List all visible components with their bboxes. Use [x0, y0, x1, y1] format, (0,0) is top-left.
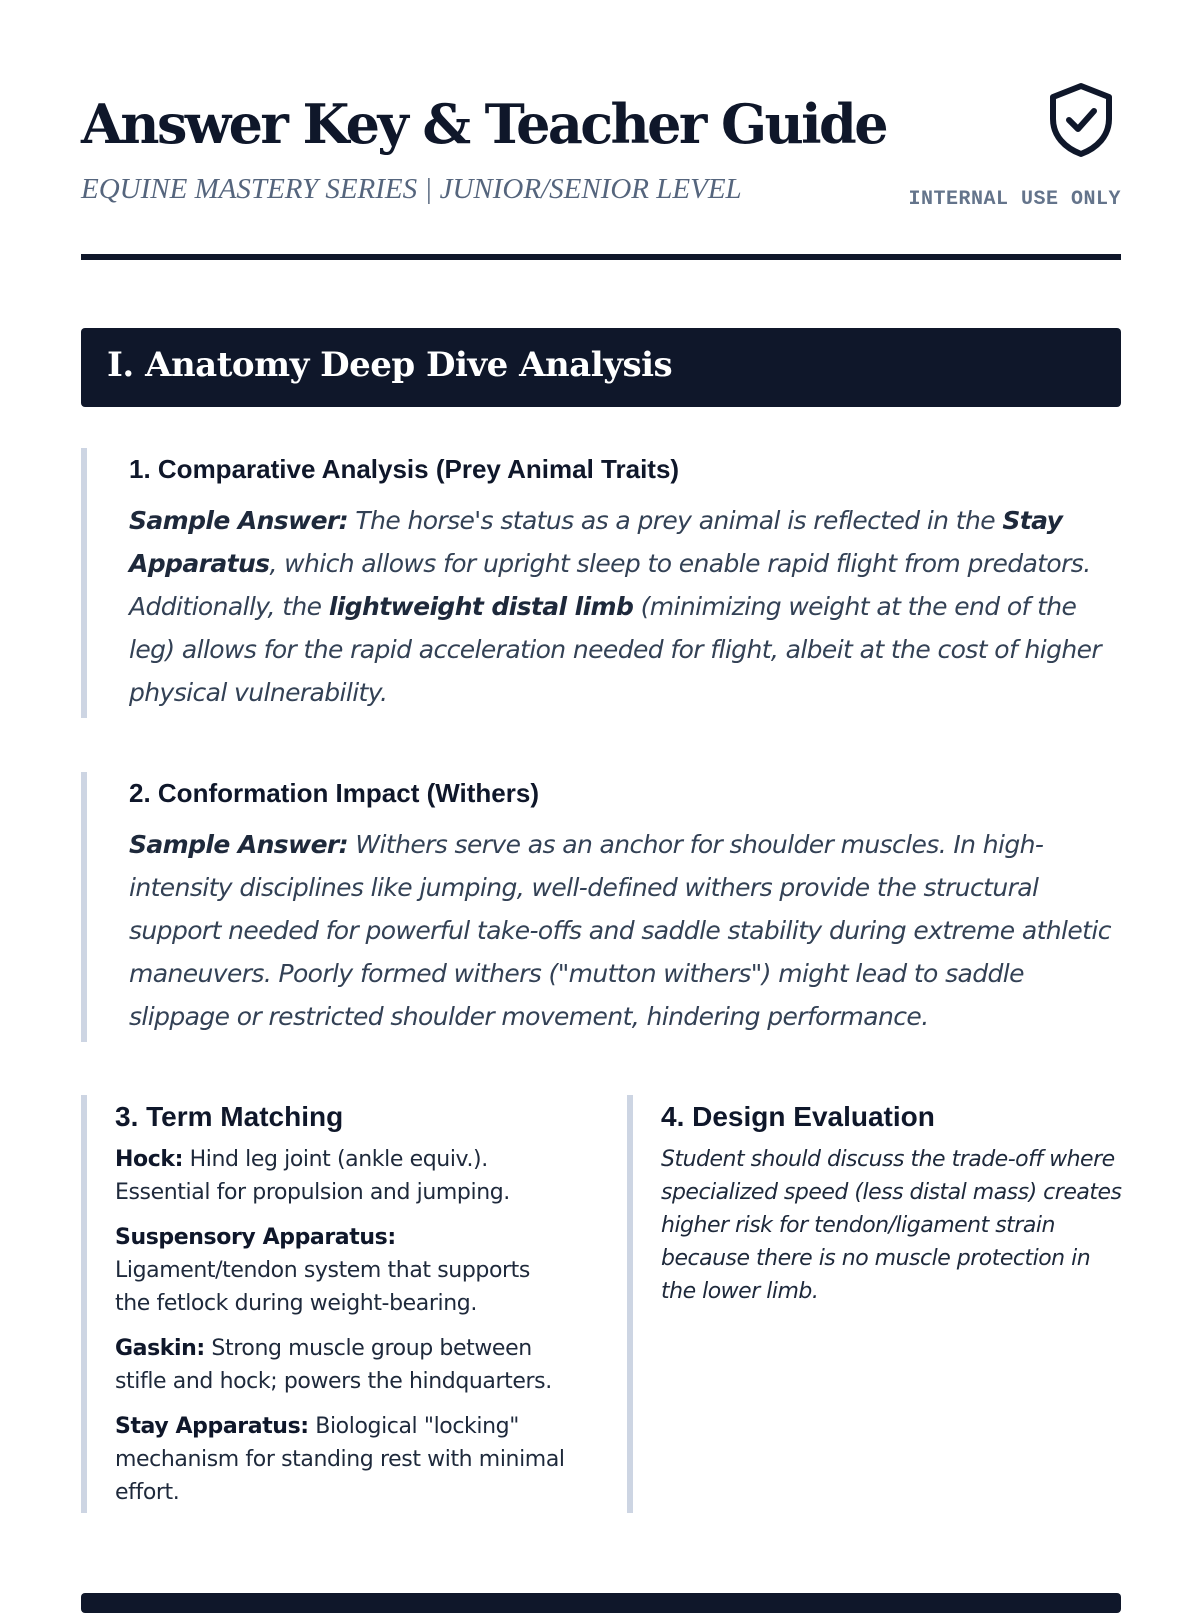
term-item — [115, 1143, 567, 1209]
question-1 — [81, 448, 1127, 718]
term-definition: Biological "locking" mechanism for standing rest with minimal effort. — [115, 1414, 565, 1505]
question-4 — [627, 1095, 1127, 1513]
question-3 — [81, 1095, 567, 1513]
question-1-answer — [129, 499, 1127, 714]
question-4-answer: Student should discuss the trade-off where specialized speed (less distal mass) creates higher risk for tendon/ligament strain because there is no muscle protection in the lower limb. — [661, 1147, 1122, 1304]
shield-check-icon — [1047, 82, 1115, 158]
term-definition: Strong muscle group between stifle and hock; powers the hindquarters. — [115, 1336, 552, 1394]
internal-use-label: INTERNAL USE ONLY — [908, 188, 1121, 211]
question-1-title: 1. Comparative Analysis (Prey Animal Traits) — [129, 454, 680, 484]
term-item — [115, 1410, 567, 1509]
question-2-answer — [129, 823, 1127, 1038]
term-name: Stay Apparatus: — [115, 1414, 309, 1439]
page-subtitle: EQUINE MASTERY SERIES | JUNIOR/SENIOR LEVEL — [81, 173, 742, 205]
answer-keyword: Stay Apparatus — [129, 506, 1063, 578]
answer-text: , which allows for upright sleep to enable rapid flight from predators. Additionally, the — [129, 549, 1091, 621]
answer-label: Sample Answer: — [129, 506, 349, 535]
question-2 — [81, 772, 1127, 1042]
header-divider — [81, 254, 1121, 260]
answer-label: Sample Answer: — [129, 830, 349, 859]
term-definition: Hind leg joint (ankle equiv.). Essential for propulsion and jumping. — [115, 1147, 510, 1205]
section-banner — [81, 328, 1121, 407]
term-definition: Ligament/tendon system that supports the fetlock during weight-bearing. — [115, 1258, 530, 1316]
term-item — [115, 1332, 567, 1398]
page-title: Answer Key & Teacher Guide — [81, 92, 886, 156]
answer-text: The horse's status as a prey animal is reflected in the — [348, 506, 1003, 535]
question-4-title: 4. Design Evaluation — [661, 1101, 935, 1132]
next-section-banner — [81, 1593, 1121, 1613]
term-item — [115, 1221, 567, 1320]
term-name: Hock: — [115, 1147, 183, 1172]
term-name: Suspensory Apparatus: — [115, 1225, 396, 1250]
question-2-title: 2. Conformation Impact (Withers) — [129, 778, 540, 808]
question-3-title: 3. Term Matching — [115, 1101, 344, 1132]
answer-text: (minimizing weight at the end of the leg) allows for the rapid acceleration needed for flight, albeit at the cost of higher physical vulnerability. — [129, 592, 1102, 707]
page — [81, 0, 1122, 1505]
answer-keyword: lightweight distal limb — [328, 592, 634, 621]
answer-text: Withers serve as an anchor for shoulder muscles. In high-intensity disciplines like jumping, well-defined withers provide the structural support needed for powerful take-offs and saddle stability during extreme athletic maneuvers. Poorly formed withers ("mutton withers") might lead to saddle slippage or restricted shoulder movement, hindering performance. — [129, 830, 1111, 1031]
header — [81, 0, 1121, 262]
term-name: Gaskin: — [115, 1336, 205, 1361]
section-title: I. Anatomy Deep Dive Analysis — [107, 345, 673, 385]
